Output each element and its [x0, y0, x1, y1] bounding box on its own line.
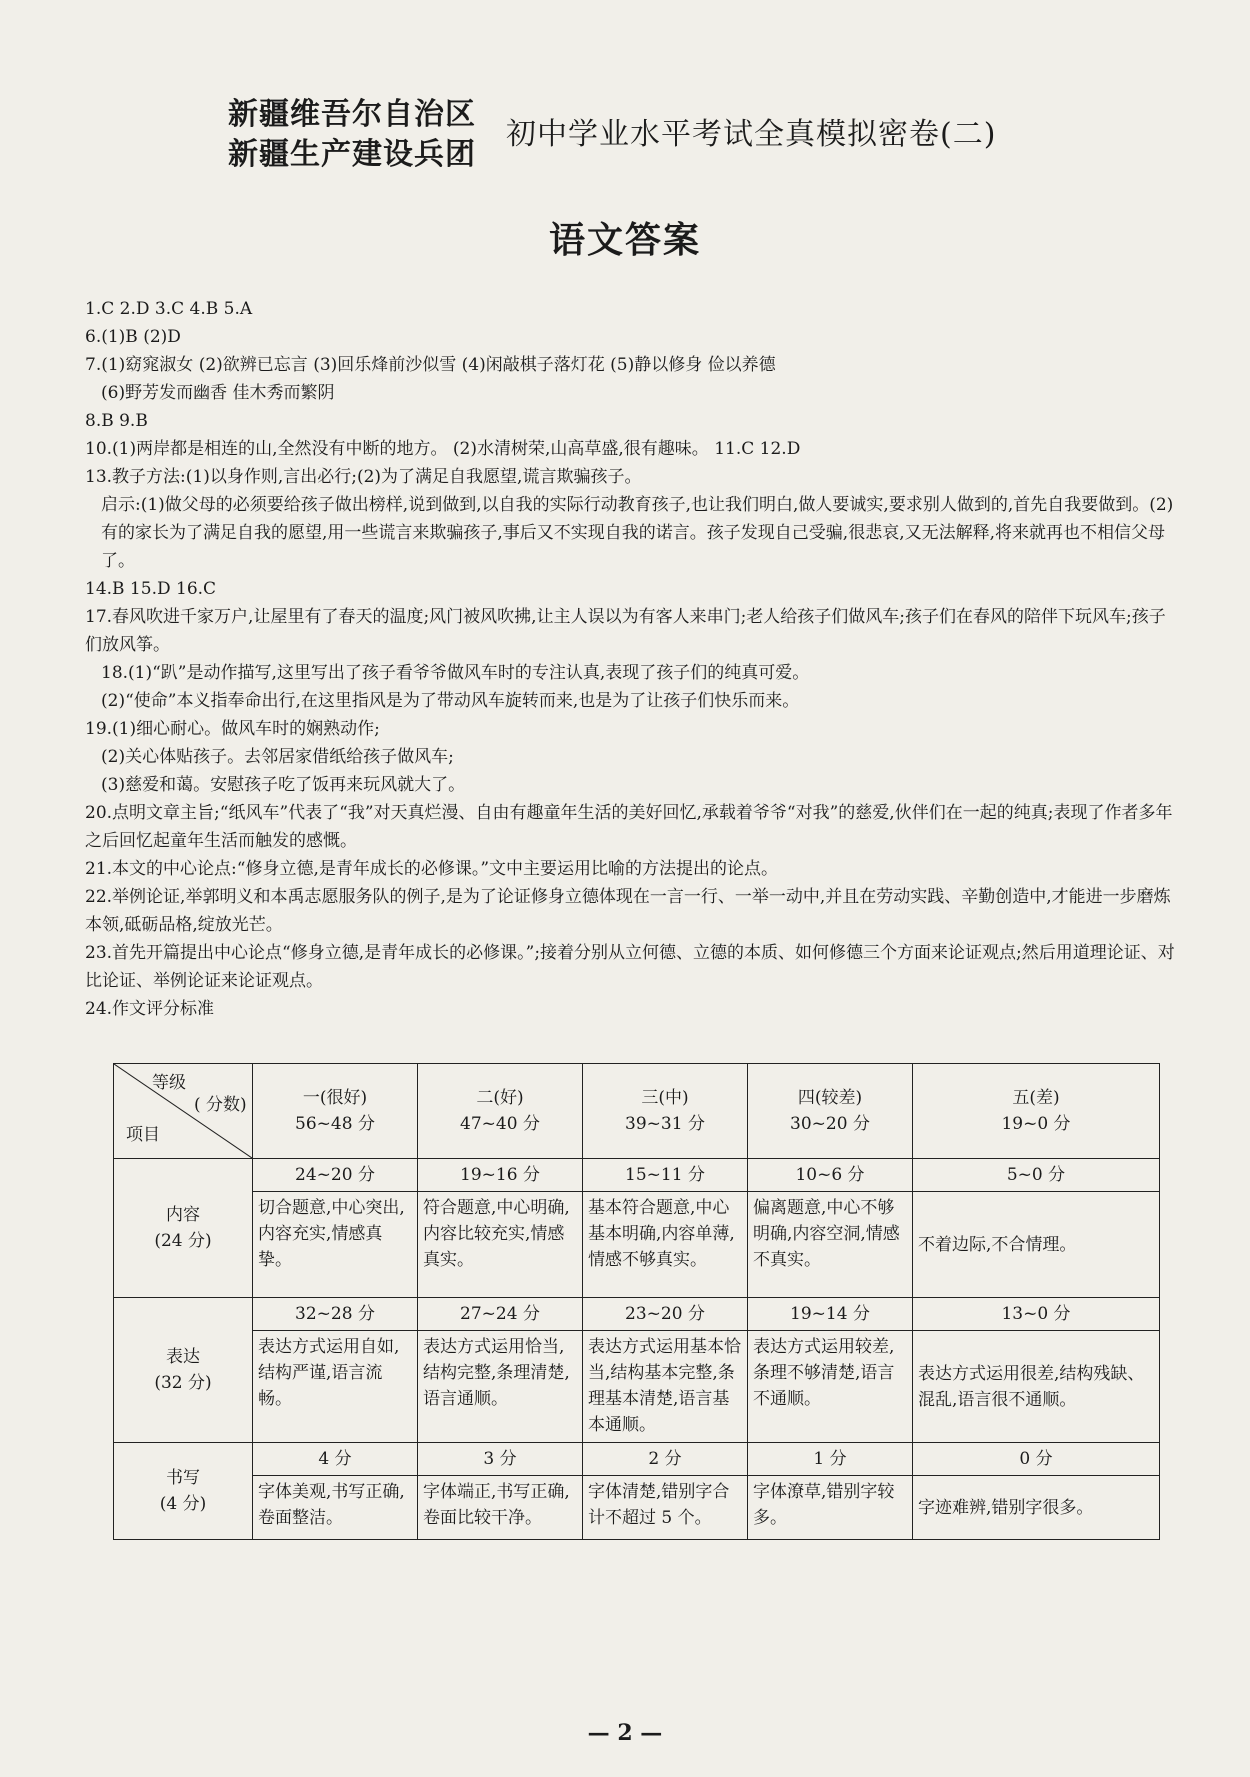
- item-cell: 书写 (4 分): [114, 1443, 253, 1540]
- score-cell: 5~0 分: [913, 1159, 1160, 1192]
- score-row: [114, 1443, 1160, 1476]
- desc-row: [114, 1476, 1160, 1540]
- desc-row: [114, 1192, 1160, 1298]
- grade-header-row: [114, 1064, 1160, 1159]
- desc-cell: 符合题意,中心明确,内容比较充实,情感真实。: [418, 1192, 583, 1298]
- desc-cell: 基本符合题意,中心基本明确,内容单薄,情感不够真实。: [583, 1192, 748, 1298]
- corner-level-label: 等级: [152, 1073, 186, 1093]
- answer-line: 17.春风吹进千家万户,让屋里有了春天的温度;风门被风吹拂,让主人误以为有客人来串门;老人给孩子们做风车;孩子们在春风的陪伴下玩风车;孩子们放风筝。: [85, 607, 1166, 655]
- score-cell: 2 分: [583, 1443, 748, 1476]
- grade-header: 一(很好) 56~48 分: [253, 1064, 418, 1159]
- score-cell: 24~20 分: [253, 1159, 418, 1192]
- answer-line: (2)关心体贴孩子。去邻居家借纸给孩子做风车;: [101, 747, 454, 767]
- grade-header: 四(较差) 30~20 分: [748, 1064, 913, 1159]
- desc-cell: 字迹难辨,错别字很多。: [913, 1476, 1160, 1540]
- desc-cell: 偏离题意,中心不够明确,内容空洞,情感不真实。: [748, 1192, 913, 1298]
- desc-cell: 表达方式运用恰当,结构完整,条理清楚,语言通顺。: [418, 1331, 583, 1443]
- answer-line: 18.(1)“趴”是动作描写,这里写出了孩子看爷爷做风车时的专注认真,表现了孩子们的纯真可爱。: [101, 663, 810, 683]
- corner-item-label: 项目: [126, 1125, 160, 1145]
- score-cell: 19~14 分: [748, 1298, 913, 1331]
- answer-line: (2)“使命”本义指奉命出行,在这里指风是为了带动风车旋转而来,也是为了让孩子们快乐而来。: [101, 691, 800, 711]
- grade-header: 五(差) 19~0 分: [913, 1064, 1160, 1159]
- exam-header: [228, 95, 1088, 175]
- answer-line: 14.B 15.D 16.C: [85, 579, 217, 599]
- answer-line: 6.(1)B (2)D: [85, 327, 181, 347]
- score-cell: 10~6 分: [748, 1159, 913, 1192]
- answer-line: 23.首先开篇提出中心论点“修身立德,是青年成长的必修课。”;接着分别从立何德、立德的本质、如何修德三个方面来论证观点;然后用道理论证、对比论证、举例论证来论证观点。: [85, 943, 1175, 991]
- answer-line: 13.教子方法:(1)以身作则,言出必行;(2)为了满足自我愿望,谎言欺骗孩子。: [85, 467, 642, 487]
- desc-cell: 字体清楚,错别字合计不超过 5 个。: [583, 1476, 748, 1540]
- desc-cell: 表达方式运用自如,结构严谨,语言流畅。: [253, 1331, 418, 1443]
- corner-score-label: ( 分数): [194, 1095, 247, 1115]
- corner-cell: [114, 1064, 253, 1159]
- answer-list: [85, 295, 1175, 1023]
- score-cell: 32~28 分: [253, 1298, 418, 1331]
- desc-cell: 表达方式运用较差,条理不够清楚,语言不通顺。: [748, 1331, 913, 1443]
- desc-cell: 字体潦草,错别字较多。: [748, 1476, 913, 1540]
- score-cell: 27~24 分: [418, 1298, 583, 1331]
- score-cell: 1 分: [748, 1443, 913, 1476]
- answer-line: 8.B 9.B: [85, 411, 148, 431]
- grade-header: 三(中) 39~31 分: [583, 1064, 748, 1159]
- score-row: [114, 1298, 1160, 1331]
- item-cell: 内容 (24 分): [114, 1159, 253, 1298]
- grade-header: 二(好) 47~40 分: [418, 1064, 583, 1159]
- score-cell: 0 分: [913, 1443, 1160, 1476]
- answer-line: (3)慈爱和蔼。安慰孩子吃了饭再来玩风就大了。: [101, 775, 466, 795]
- desc-cell: 表达方式运用基本恰当,结构基本完整,条理基本清楚,语言基本通顺。: [583, 1331, 748, 1443]
- score-row: [114, 1159, 1160, 1192]
- grading-table: [113, 1063, 1160, 1540]
- exam-title: 初中学业水平考试全真模拟密卷(二): [506, 117, 997, 152]
- desc-cell: 字体美观,书写正确,卷面整洁。: [253, 1476, 418, 1540]
- score-cell: 4 分: [253, 1443, 418, 1476]
- region-label: [228, 95, 476, 175]
- desc-cell: 不着边际,不合情理。: [913, 1192, 1160, 1298]
- answer-line: 1.C 2.D 3.C 4.B 5.A: [85, 299, 253, 319]
- desc-cell: 切合题意,中心突出,内容充实,情感真挚。: [253, 1192, 418, 1298]
- score-cell: 13~0 分: [913, 1298, 1160, 1331]
- answer-line: 22.举例论证,举郭明义和本禹志愿服务队的例子,是为了论证修身立德体现在一言一行、一举一动中,并且在劳动实践、辛勤创造中,才能进一步磨炼本领,砥砺品格,绽放光芒。: [85, 887, 1171, 935]
- item-cell: 表达 (32 分): [114, 1298, 253, 1443]
- answer-line: 启示:(1)做父母的必须要给孩子做出榜样,说到做到,以自我的实际行动教育孩子,也让我们明白,做人要诚实,要求别人做到的,首先自我要做到。(2)有的家长为了满足自我的愿望,用一些谎言来欺骗孩子,事后又不实现自我的诺言。孩子发现自己受骗,很悲哀,又无法解释,将来就再也不相信父母了。: [101, 495, 1174, 571]
- region-line-1: 新疆维吾尔自治区: [228, 97, 476, 132]
- score-cell: 3 分: [418, 1443, 583, 1476]
- page-title: 语文答案: [548, 219, 701, 261]
- answer-line: 24.作文评分标准: [85, 999, 215, 1019]
- desc-cell: 表达方式运用很差,结构残缺、混乱,语言很不通顺。: [913, 1331, 1160, 1443]
- answer-line: (6)野芳发而幽香 佳木秀而繁阴: [101, 383, 335, 403]
- answer-line: 7.(1)窈窕淑女 (2)欲辨已忘言 (3)回乐烽前沙似雪 (4)闲敲棋子落灯花 (5)静以修身 俭以养德: [85, 355, 776, 375]
- page-number: — 2 —: [587, 1720, 663, 1746]
- answer-line: 19.(1)细心耐心。做风车时的娴熟动作;: [85, 719, 380, 739]
- score-cell: 23~20 分: [583, 1298, 748, 1331]
- answer-line: 20.点明文章主旨;“纸风车”代表了“我”对天真烂漫、自由有趣童年生活的美好回忆,承载着爷爷“对我”的慈爱,伙伴们在一起的纯真;表现了作者多年之后回忆起童年生活而触发的感慨。: [85, 803, 1173, 851]
- score-cell: 19~16 分: [418, 1159, 583, 1192]
- score-cell: 15~11 分: [583, 1159, 748, 1192]
- region-line-2: 新疆生产建设兵团: [228, 137, 476, 172]
- answer-line: 10.(1)两岸都是相连的山,全然没有中断的地方。 (2)水清树荣,山高草盛,很有趣味。 11.C 12.D: [85, 439, 801, 459]
- desc-row: [114, 1331, 1160, 1443]
- answer-line: 21.本文的中心论点:“修身立德,是青年成长的必修课。”文中主要运用比喻的方法提出的论点。: [85, 859, 779, 879]
- desc-cell: 字体端正,书写正确,卷面比较干净。: [418, 1476, 583, 1540]
